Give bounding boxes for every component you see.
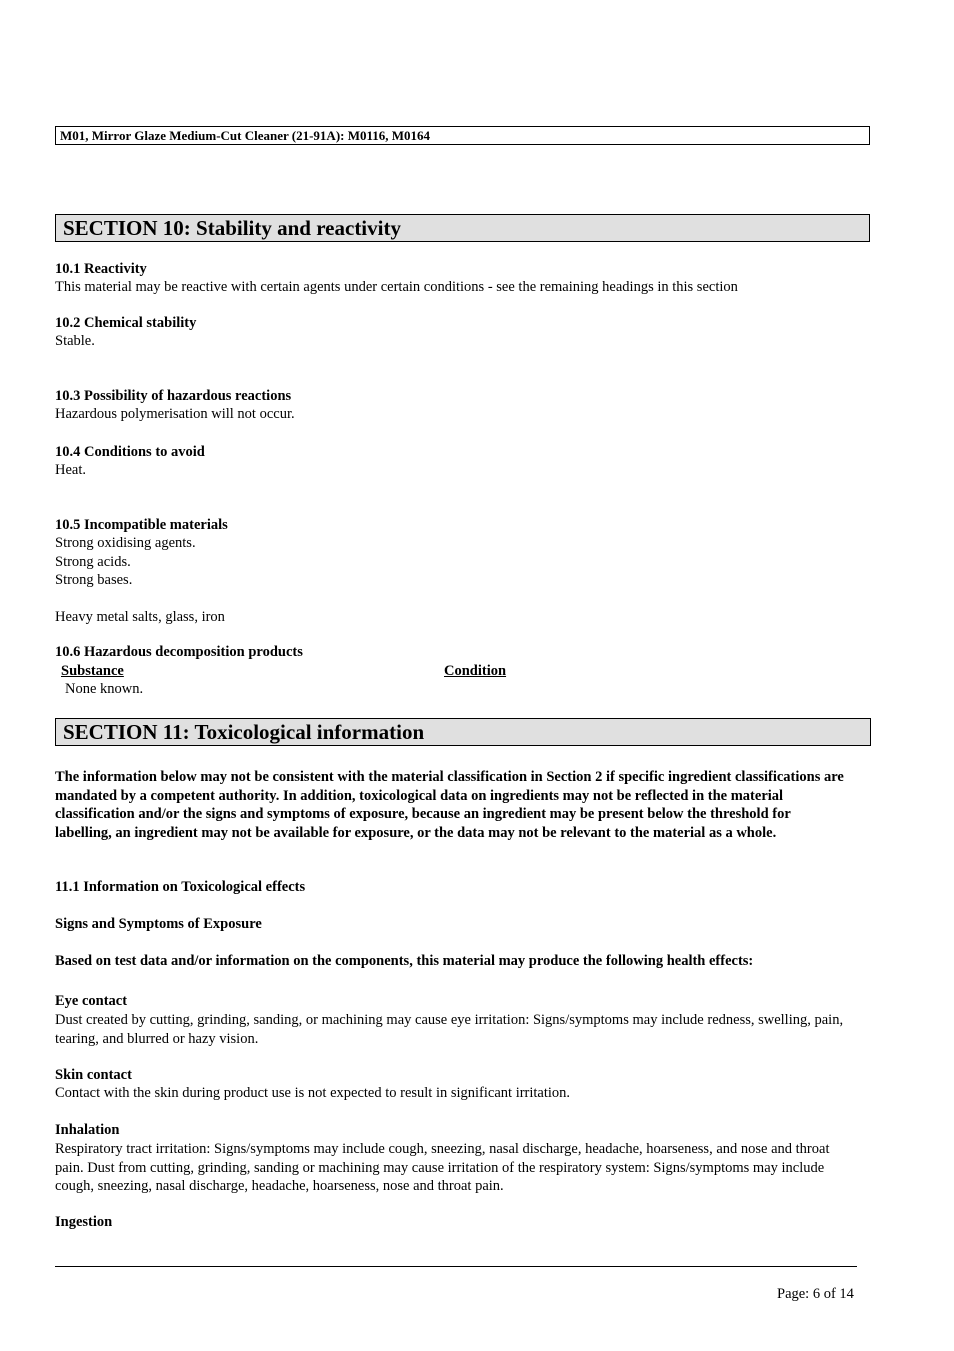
inhalation-text: Respiratory tract irritation: Signs/symptoms may include cough, sneezing, nasal discharge, headache, hoarseness, and nose and throat pain. Dust from cutting, grinding, sanding or machining may cause irritation of the respiratory system: Signs/symptoms may include cough, sneezing, nasal discharge, headache, hoarseness, nose and throat pain. — [55, 1141, 830, 1195]
signs-symptoms-heading: Signs and Symptoms of Exposure — [55, 916, 262, 932]
substance-column-header: Substance — [61, 663, 124, 679]
decomposition-row: None known. — [65, 681, 144, 697]
section-11-title: SECTION 11: Toxicological information — [55, 718, 871, 746]
incompatible-item: Strong bases. — [55, 572, 133, 588]
hazardous-reactions-heading: 10.3 Possibility of hazardous reactions — [55, 388, 292, 404]
health-effects-statement: Based on test data and/or information on the components, this material may produce the following health effects: — [55, 953, 754, 969]
footer-divider — [55, 1266, 857, 1267]
skin-contact-heading: Skin contact — [55, 1067, 132, 1083]
conditions-text: Heat. — [55, 462, 86, 478]
toxicology-intro: The information below may not be consistent with the material classification in Section 2 if specific ingredient classifications are mandated by a competent authority. In addition, toxicological data on ingredients may not be reflected in the material classification and/or the signs and symptoms of exposure, because an ingredient may be present below the threshold for labelling, an ingredient may not be available for exposure, or the data may not be relevant to the material as a whole. — [55, 769, 844, 841]
conditions-heading: 10.4 Conditions to avoid — [55, 444, 205, 460]
skin-contact-text: Contact with the skin during product use is not expected to result in significant irritation. — [55, 1085, 571, 1101]
ingestion-heading: Ingestion — [55, 1214, 113, 1230]
hazardous-reactions-text: Hazardous polymerisation will not occur. — [55, 406, 295, 422]
reactivity-text: This material may be reactive with certain agents under certain conditions - see the remaining headings in this section — [55, 279, 738, 295]
eye-contact-heading: Eye contact — [55, 993, 128, 1009]
incompatible-extra: Heavy metal salts, glass, iron — [55, 609, 225, 625]
document-header: M01, Mirror Glaze Medium-Cut Cleaner (21-91A): M0116, M0164 — [55, 126, 870, 145]
incompatible-heading: 10.5 Incompatible materials — [55, 517, 228, 533]
toxicology-info-heading: 11.1 Information on Toxicological effects — [55, 879, 306, 895]
eye-contact-text: Dust created by cutting, grinding, sanding, or machining may cause eye irritation: Signs/symptoms may include redness, swelling, pain, tearing, and blurred or hazy vision. — [55, 1012, 844, 1047]
reactivity-heading: 10.1 Reactivity — [55, 261, 147, 277]
incompatible-item: Strong oxidising agents. — [55, 535, 196, 551]
incompatible-item: Strong acids. — [55, 554, 131, 570]
page-number: Page: 6 of 14 — [777, 1286, 854, 1302]
inhalation-heading: Inhalation — [55, 1122, 120, 1138]
section-10-title: SECTION 10: Stability and reactivity — [55, 214, 870, 242]
stability-text: Stable. — [55, 333, 95, 349]
condition-column-header: Condition — [444, 663, 507, 679]
decomposition-heading: 10.6 Hazardous decomposition products — [55, 644, 303, 660]
stability-heading: 10.2 Chemical stability — [55, 315, 197, 331]
